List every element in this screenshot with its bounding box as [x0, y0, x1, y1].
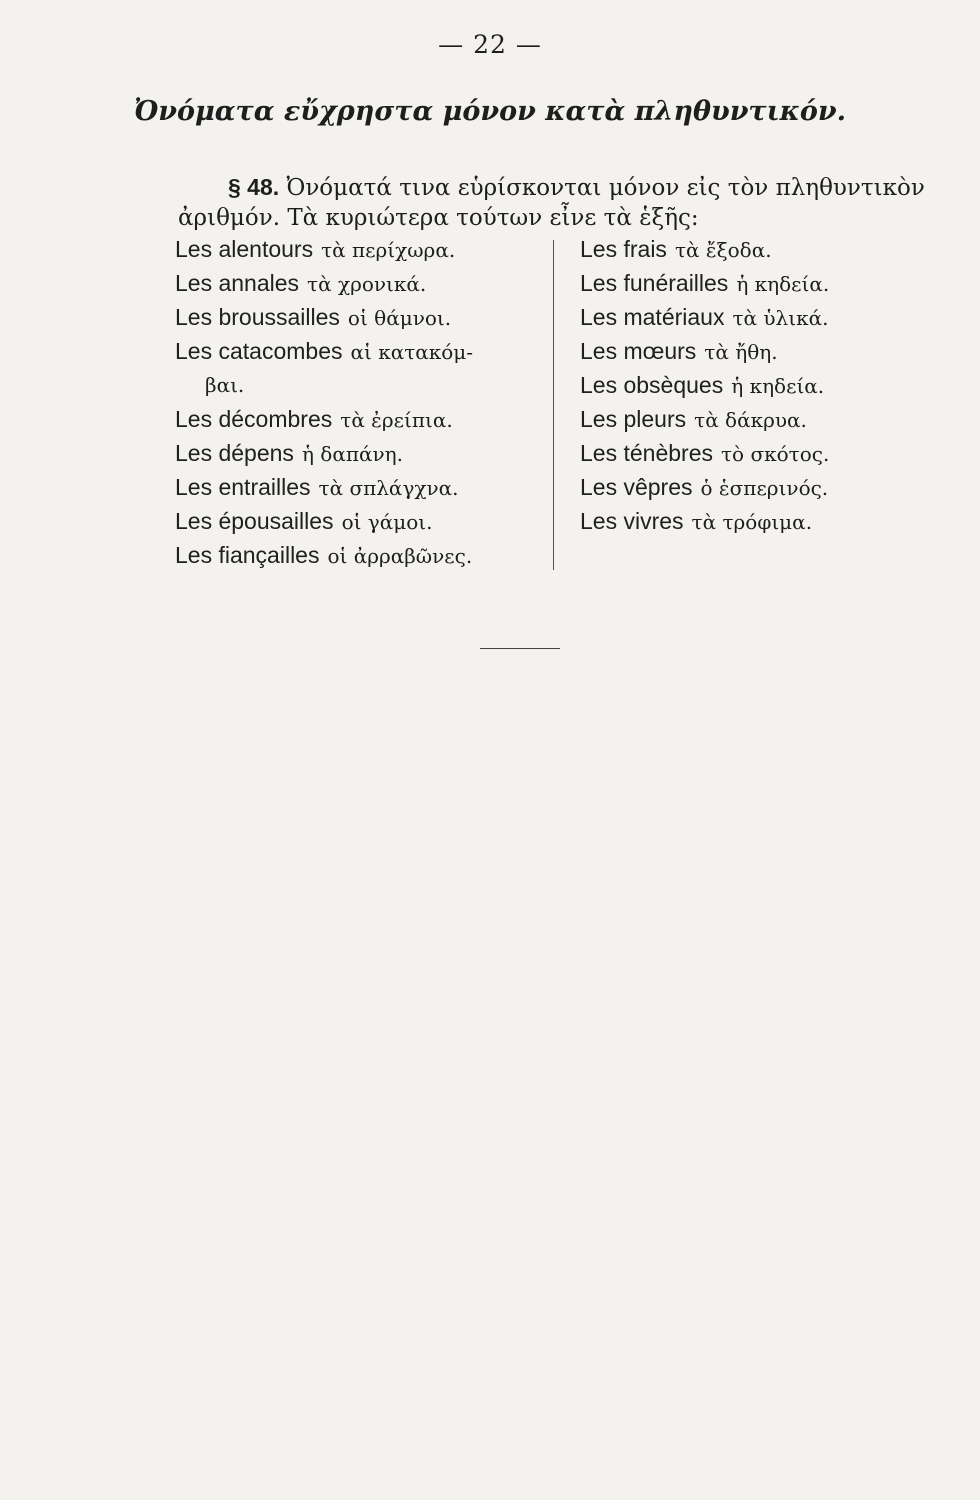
greek-translation: τὰ δάκρυα.	[694, 408, 807, 432]
french-term: Les fiançailles	[175, 542, 320, 568]
french-term: Les obsèques	[580, 372, 724, 398]
greek-translation: αἱ κατακόμ-	[350, 340, 474, 364]
french-term: Les annales	[175, 270, 300, 296]
french-term: Les alentours	[175, 236, 314, 262]
list-item	[580, 300, 910, 334]
list-item	[175, 334, 535, 368]
section-number: § 48.	[228, 174, 280, 200]
greek-translation: τὰ περίχωρα.	[321, 238, 456, 262]
greek-translation: ὁ ἑσπερινός.	[700, 476, 829, 500]
french-term: Les matériaux	[580, 304, 725, 330]
french-term: Les frais	[580, 236, 667, 262]
list-item	[175, 436, 535, 470]
greek-translation: οἱ ἀρραβῶνες.	[327, 544, 473, 568]
greek-translation: τὰ ἔξοδα.	[674, 238, 772, 262]
list-item	[580, 232, 910, 266]
list-item	[580, 266, 910, 300]
french-term: Les mœurs	[580, 338, 697, 364]
greek-translation: τὰ σπλάγχνα.	[318, 476, 459, 500]
list-item	[580, 470, 910, 504]
greek-translation: τὰ ἐρείπια.	[340, 408, 453, 432]
greek-translation: τὸ σκότος.	[720, 442, 830, 466]
greek-translation: ἡ κηδεία.	[736, 272, 830, 296]
greek-translation: οἱ γάμοι.	[341, 510, 433, 534]
list-item	[175, 470, 535, 504]
french-term: Les broussailles	[175, 304, 340, 330]
greek-translation: τὰ ὑλικά.	[732, 306, 829, 330]
right-column	[580, 232, 910, 538]
list-item	[175, 266, 535, 300]
greek-translation: τὰ χρονικά.	[307, 272, 427, 296]
greek-translation-continued: βαι.	[205, 373, 245, 397]
section-paragraph-line-2	[178, 201, 918, 235]
greek-translation: τὰ τρόφιμα.	[691, 510, 813, 534]
list-item	[175, 504, 535, 538]
list-item	[580, 368, 910, 402]
french-term: Les vêpres	[580, 474, 693, 500]
french-term: Les pleurs	[580, 406, 687, 432]
list-item	[175, 402, 535, 436]
left-column	[175, 232, 535, 572]
page-number: — 22 —	[438, 30, 542, 59]
greek-translation: ἡ κηδεία.	[731, 374, 825, 398]
list-item	[580, 504, 910, 538]
list-item	[175, 538, 535, 572]
french-term: Les entrailles	[175, 474, 311, 500]
french-term: Les épousailles	[175, 508, 334, 534]
section-end-rule	[480, 648, 560, 649]
list-item	[580, 334, 910, 368]
section-heading: Ὀνόματα εὔχρηστα μόνον κατὰ πληθυντικόν.	[133, 96, 847, 127]
french-term: Les catacombes	[175, 338, 343, 364]
french-term: Les décombres	[175, 406, 333, 432]
french-term: Les dépens	[175, 440, 294, 466]
french-term: Les funérailles	[580, 270, 729, 296]
list-item	[175, 300, 535, 334]
paragraph-text-2: ἀριθμόν. Τὰ κυριώτερα τούτων εἶνε τὰ ἑξῆς:	[178, 205, 699, 231]
list-item	[175, 232, 535, 266]
paragraph-text-1: Ὀνόματά τινα εὑρίσκονται μόνον εἰς τὸν πληθυντικὸν	[286, 175, 925, 201]
french-term: Les ténèbres	[580, 440, 713, 466]
list-item	[580, 402, 910, 436]
column-divider	[553, 240, 554, 570]
french-term: Les vivres	[580, 508, 684, 534]
greek-translation: ἡ δαπάνη.	[301, 442, 403, 466]
greek-translation: οἱ θάμνοι.	[347, 306, 452, 330]
greek-translation: τὰ ἤθη.	[704, 340, 778, 364]
section-paragraph-line-1	[178, 170, 968, 205]
list-item	[580, 436, 910, 470]
